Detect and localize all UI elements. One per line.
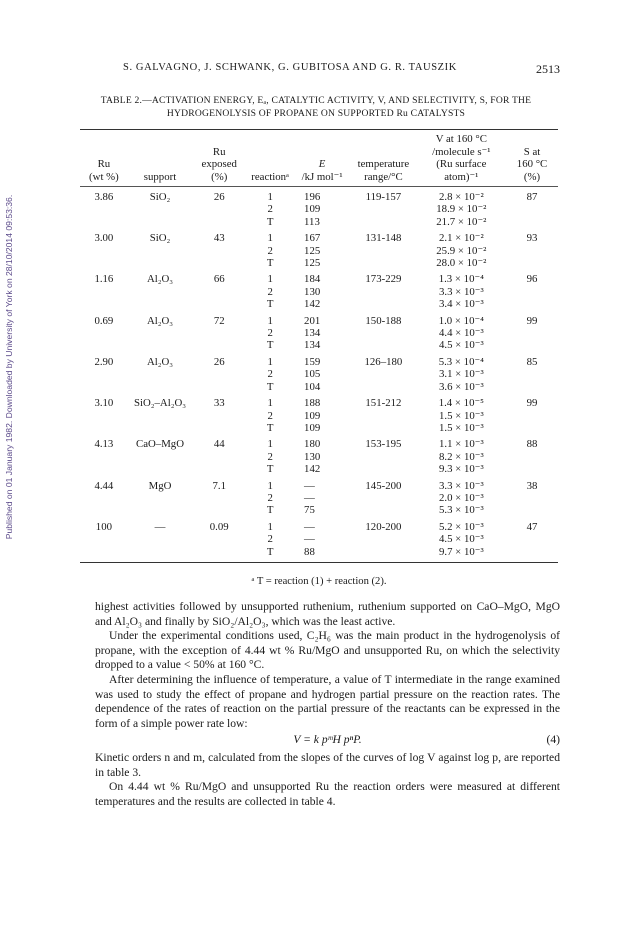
cell-ru bbox=[80, 422, 128, 434]
cell-ru bbox=[80, 286, 128, 298]
cell-activity: 18.9 × 10⁻² bbox=[436, 203, 487, 216]
cell-energy: 201 bbox=[304, 314, 321, 327]
cell-ru bbox=[80, 533, 128, 545]
cell-reaction: T bbox=[266, 339, 274, 352]
cell-reaction: T bbox=[266, 421, 274, 434]
download-watermark-text: Published on 01 January 1982. Downloaded by University of York on 28/10/2014 09:53:36. bbox=[4, 194, 14, 540]
cell-selectivity bbox=[506, 368, 558, 380]
cell-exposed: 7.1 bbox=[212, 479, 226, 492]
cell-energy: 134 bbox=[304, 327, 321, 340]
cell-temperature-range: 153-195 bbox=[365, 438, 402, 451]
cell-exposed bbox=[192, 368, 246, 380]
cell-activity: 3.3 × 10⁻³ bbox=[438, 479, 484, 492]
cell-temperature-range bbox=[350, 546, 417, 558]
cell-support bbox=[128, 298, 192, 310]
cell-energy: 167 bbox=[304, 232, 321, 245]
cell-reaction: 1 bbox=[267, 355, 273, 368]
body-text bbox=[95, 600, 560, 809]
cell-reaction: T bbox=[266, 504, 274, 517]
table-row bbox=[80, 368, 558, 380]
cell-support: MgO bbox=[148, 479, 172, 492]
cell-support: — bbox=[154, 520, 166, 533]
cell-reaction: 2 bbox=[267, 368, 273, 381]
cell-support bbox=[128, 533, 192, 545]
table-row bbox=[80, 339, 558, 351]
cell-reaction: T bbox=[266, 380, 274, 393]
table-row bbox=[80, 393, 558, 409]
cell-activity: 1.0 × 10⁻⁴ bbox=[438, 314, 484, 327]
cell-activity: 2.0 × 10⁻³ bbox=[438, 491, 484, 504]
cell-support bbox=[128, 463, 192, 475]
cell-exposed bbox=[192, 381, 246, 393]
cell-activity: 4.5 × 10⁻³ bbox=[438, 533, 484, 546]
cell-ru bbox=[80, 410, 128, 422]
cell-temperature-range: 131-148 bbox=[365, 232, 402, 245]
cell-ru bbox=[80, 203, 128, 215]
cell-reaction: T bbox=[266, 257, 274, 270]
cell-reaction: T bbox=[266, 545, 274, 558]
cell-reaction: 2 bbox=[267, 491, 273, 504]
table-caption-line-2: HYDROGENOLYSIS OF PROPANE ON SUPPORTED Ru CATALYSTS bbox=[166, 108, 466, 119]
cell-activity: 8.2 × 10⁻³ bbox=[438, 450, 484, 463]
cell-support: CaO–MgO bbox=[136, 438, 184, 451]
cell-energy: 109 bbox=[304, 421, 321, 434]
cell-temperature-range bbox=[350, 422, 417, 434]
table-row bbox=[80, 187, 558, 203]
table-row bbox=[80, 216, 558, 228]
cell-selectivity bbox=[506, 546, 558, 558]
cell-activity: 5.2 × 10⁻³ bbox=[438, 520, 484, 533]
cell-activity: 1.5 × 10⁻³ bbox=[438, 421, 484, 434]
cell-temperature-range: 120-200 bbox=[365, 520, 402, 533]
cell-energy: 109 bbox=[304, 203, 321, 216]
cell-support bbox=[128, 504, 192, 516]
paragraph-3: After determining the influence of temperature, a value of T intermediate in the range examined was used to study the effect of propane and hydrogen partial pressure on the reaction rates. The dependence of the rates of reaction on the partial pressure of the reactants can be expressed in the form of a simple power rate low: bbox=[95, 672, 560, 730]
table-bottom-rule bbox=[80, 562, 558, 563]
cell-energy: 125 bbox=[304, 244, 321, 257]
cell-ru: 100 bbox=[95, 520, 112, 533]
equation-number: (4) bbox=[546, 733, 560, 747]
table-header bbox=[80, 130, 558, 187]
table-row bbox=[80, 517, 558, 533]
cell-exposed: 43 bbox=[213, 232, 225, 245]
cell-reaction: 1 bbox=[267, 191, 273, 203]
table-row bbox=[80, 381, 558, 393]
col-header-energy: E /kJ mol⁻¹ bbox=[301, 158, 343, 183]
cell-selectivity bbox=[506, 504, 558, 516]
table-row bbox=[80, 476, 558, 492]
cell-ru bbox=[80, 298, 128, 310]
cell-reaction: 1 bbox=[267, 314, 273, 327]
cell-temperature-range bbox=[350, 451, 417, 463]
cell-exposed bbox=[192, 463, 246, 475]
table-row bbox=[80, 434, 558, 450]
cell-exposed bbox=[192, 422, 246, 434]
cell-activity: 5.3 × 10⁻⁴ bbox=[438, 355, 484, 368]
cell-exposed: 26 bbox=[213, 355, 225, 368]
table-row bbox=[80, 203, 558, 215]
cell-energy: 188 bbox=[304, 397, 321, 410]
cell-selectivity: 87 bbox=[526, 191, 538, 203]
cell-reaction: T bbox=[266, 215, 274, 228]
table-row bbox=[80, 327, 558, 339]
cell-exposed: 66 bbox=[213, 273, 225, 286]
cell-support bbox=[128, 451, 192, 463]
cell-exposed bbox=[192, 298, 246, 310]
cell-support bbox=[128, 203, 192, 215]
cell-ru bbox=[80, 245, 128, 257]
cell-energy: 134 bbox=[304, 339, 321, 352]
cell-temperature-range: 119-157 bbox=[365, 191, 402, 203]
cell-activity: 5.3 × 10⁻³ bbox=[438, 504, 484, 517]
cell-temperature-range bbox=[350, 298, 417, 310]
cell-activity: 1.5 × 10⁻³ bbox=[438, 409, 484, 422]
table-row bbox=[80, 352, 558, 368]
cell-energy: — bbox=[304, 520, 315, 533]
cell-temperature-range bbox=[350, 368, 417, 380]
cell-reaction: 1 bbox=[267, 273, 273, 286]
cell-selectivity bbox=[506, 339, 558, 351]
cell-ru: 2.90 bbox=[94, 355, 114, 368]
cell-ru: 0.69 bbox=[94, 314, 114, 327]
cell-reaction: 2 bbox=[267, 450, 273, 463]
cell-exposed bbox=[192, 245, 246, 257]
cell-selectivity bbox=[506, 216, 558, 228]
page-number: 2513 bbox=[536, 62, 560, 76]
cell-temperature-range bbox=[350, 327, 417, 339]
equation-body: V = k pᵐH pⁿP. bbox=[293, 733, 362, 747]
cell-reaction: 2 bbox=[267, 327, 273, 340]
cell-support bbox=[128, 327, 192, 339]
cell-support bbox=[128, 257, 192, 269]
cell-activity: 2.8 × 10⁻² bbox=[438, 191, 484, 203]
paragraph-5: On 4.44 wt % Ru/MgO and unsupported Ru the reaction orders were measured at different temperatures and the results are collected in table 4. bbox=[95, 780, 560, 808]
cell-activity: 4.5 × 10⁻³ bbox=[438, 339, 484, 352]
cell-temperature-range bbox=[350, 286, 417, 298]
table-caption bbox=[72, 94, 560, 120]
cell-activity: 25.9 × 10⁻² bbox=[436, 244, 487, 257]
cell-reaction: 1 bbox=[267, 438, 273, 451]
running-head-authors: S. GALVAGNO, J. SCHWANK, G. GUBITOSA AND G. R. TAUSZIK bbox=[123, 62, 457, 73]
paragraph-1: highest activities followed by unsupported ruthenium, ruthenium supported on CaO–MgO, MgO and Al₂O₃ and finally by SiO₂/Al₂O₃, which was the least active. bbox=[95, 600, 560, 628]
cell-support bbox=[128, 286, 192, 298]
cell-ru: 3.00 bbox=[94, 232, 114, 245]
cell-exposed bbox=[192, 546, 246, 558]
cell-exposed bbox=[192, 492, 246, 504]
cell-activity: 9.7 × 10⁻³ bbox=[438, 545, 484, 558]
cell-temperature-range bbox=[350, 463, 417, 475]
cell-support: Al₂O₃ bbox=[146, 355, 174, 368]
cell-energy: 125 bbox=[304, 257, 321, 270]
cell-reaction: 2 bbox=[267, 244, 273, 257]
cell-exposed bbox=[192, 203, 246, 215]
cell-ru bbox=[80, 216, 128, 228]
cell-selectivity bbox=[506, 533, 558, 545]
cell-exposed bbox=[192, 339, 246, 351]
table-caption-line-1: TABLE 2.—ACTIVATION ENERGY, Eₐ, CATALYTIC ACTIVITY, V, AND SELECTIVITY, S, FOR THE bbox=[100, 95, 532, 106]
cell-energy: 142 bbox=[304, 463, 321, 476]
cell-selectivity bbox=[506, 286, 558, 298]
cell-support bbox=[128, 381, 192, 393]
cell-energy: 75 bbox=[304, 504, 315, 517]
table-row bbox=[80, 286, 558, 298]
cell-exposed: 72 bbox=[213, 314, 225, 327]
cell-selectivity: 47 bbox=[526, 520, 538, 533]
cell-support bbox=[128, 422, 192, 434]
cell-activity: 21.7 × 10⁻² bbox=[436, 215, 487, 228]
cell-support bbox=[128, 245, 192, 257]
col-header-activity: V at 160 °C /molecule s⁻¹ (Ru surface atom)⁻¹ bbox=[432, 133, 491, 183]
cell-reaction: 2 bbox=[267, 533, 273, 546]
cell-temperature-range: 173-229 bbox=[365, 273, 402, 286]
cell-energy: 196 bbox=[304, 191, 321, 203]
cell-activity: 4.4 × 10⁻³ bbox=[438, 327, 484, 340]
cell-selectivity bbox=[506, 257, 558, 269]
cell-selectivity bbox=[506, 492, 558, 504]
cell-selectivity: 93 bbox=[526, 232, 538, 245]
table-row bbox=[80, 533, 558, 545]
cell-activity: 2.1 × 10⁻² bbox=[438, 232, 484, 245]
cell-selectivity bbox=[506, 422, 558, 434]
cell-reaction: 1 bbox=[267, 397, 273, 410]
cell-support bbox=[128, 546, 192, 558]
cell-activity: 9.3 × 10⁻³ bbox=[438, 463, 484, 476]
cell-selectivity: 99 bbox=[526, 397, 538, 410]
cell-ru: 4.13 bbox=[94, 438, 114, 451]
table-row bbox=[80, 463, 558, 475]
cell-selectivity: 38 bbox=[526, 479, 538, 492]
cell-energy: 159 bbox=[304, 355, 321, 368]
cell-ru: 3.10 bbox=[94, 397, 114, 410]
cell-energy: — bbox=[304, 533, 315, 546]
cell-reaction: 2 bbox=[267, 285, 273, 298]
cell-ru: 3.86 bbox=[94, 191, 114, 203]
col-header-reaction: reactionᵃ bbox=[251, 170, 290, 183]
cell-reaction: 1 bbox=[267, 232, 273, 245]
cell-exposed bbox=[192, 410, 246, 422]
cell-energy: — bbox=[304, 479, 315, 492]
cell-activity: 3.4 × 10⁻³ bbox=[438, 298, 484, 311]
cell-temperature-range bbox=[350, 216, 417, 228]
table-row bbox=[80, 228, 558, 244]
table-row bbox=[80, 257, 558, 269]
cell-temperature-range bbox=[350, 339, 417, 351]
table-row bbox=[80, 451, 558, 463]
cell-temperature-range: 145-200 bbox=[365, 479, 402, 492]
cell-activity: 3.3 × 10⁻³ bbox=[438, 285, 484, 298]
table-row bbox=[80, 269, 558, 285]
cell-temperature-range bbox=[350, 492, 417, 504]
cell-energy: 109 bbox=[304, 409, 321, 422]
paragraph-4: Kinetic orders n and m, calculated from the slopes of the curves of log V against log p, are reported in table 3. bbox=[95, 750, 560, 779]
cell-reaction: T bbox=[266, 298, 274, 311]
cell-reaction: 2 bbox=[267, 409, 273, 422]
cell-energy: 105 bbox=[304, 368, 321, 381]
cell-support: SiO₂–Al₂O₃ bbox=[133, 397, 187, 410]
cell-exposed bbox=[192, 257, 246, 269]
cell-reaction: T bbox=[266, 463, 274, 476]
col-header-selectivity: S at 160 °C (%) bbox=[516, 145, 548, 183]
cell-energy: 104 bbox=[304, 380, 321, 393]
cell-temperature-range: 150-188 bbox=[365, 314, 402, 327]
cell-selectivity: 88 bbox=[526, 438, 538, 451]
cell-ru bbox=[80, 463, 128, 475]
cell-temperature-range bbox=[350, 381, 417, 393]
col-header-temperature: temperature range/°C bbox=[357, 158, 410, 183]
cell-selectivity bbox=[506, 245, 558, 257]
cell-support: SiO₂ bbox=[149, 191, 171, 203]
cell-exposed: 44 bbox=[213, 438, 225, 451]
table-row bbox=[80, 311, 558, 327]
cell-support: Al₂O₃ bbox=[146, 273, 174, 286]
cell-exposed bbox=[192, 451, 246, 463]
cell-ru bbox=[80, 546, 128, 558]
cell-selectivity bbox=[506, 203, 558, 215]
table-row bbox=[80, 546, 558, 558]
table-row bbox=[80, 422, 558, 434]
cell-support bbox=[128, 492, 192, 504]
cell-ru bbox=[80, 504, 128, 516]
cell-activity: 1.1 × 10⁻³ bbox=[438, 438, 484, 451]
cell-selectivity: 96 bbox=[526, 273, 538, 286]
cell-exposed: 33 bbox=[213, 397, 225, 410]
cell-activity: 28.0 × 10⁻² bbox=[436, 257, 487, 270]
cell-selectivity bbox=[506, 381, 558, 393]
cell-activity: 3.1 × 10⁻³ bbox=[438, 368, 484, 381]
cell-energy: 180 bbox=[304, 438, 321, 451]
cell-energy: 88 bbox=[304, 545, 315, 558]
cell-temperature-range bbox=[350, 504, 417, 516]
col-header-support: support bbox=[143, 170, 177, 183]
cell-support: Al₂O₃ bbox=[146, 314, 174, 327]
cell-exposed: 26 bbox=[213, 191, 225, 203]
cell-energy: — bbox=[304, 491, 315, 504]
cell-exposed: 0.09 bbox=[209, 520, 229, 533]
cell-energy: 184 bbox=[304, 273, 321, 286]
cell-temperature-range bbox=[350, 533, 417, 545]
cell-ru bbox=[80, 339, 128, 351]
cell-reaction: 2 bbox=[267, 203, 273, 216]
table-row bbox=[80, 245, 558, 257]
cell-temperature-range: 126–180 bbox=[364, 355, 403, 368]
cell-support bbox=[128, 410, 192, 422]
cell-selectivity bbox=[506, 410, 558, 422]
cell-selectivity bbox=[506, 298, 558, 310]
cell-temperature-range bbox=[350, 203, 417, 215]
cell-activity: 3.6 × 10⁻³ bbox=[438, 380, 484, 393]
cell-selectivity bbox=[506, 451, 558, 463]
cell-exposed bbox=[192, 533, 246, 545]
cell-ru bbox=[80, 451, 128, 463]
data-table bbox=[80, 129, 558, 563]
cell-energy: 130 bbox=[304, 450, 321, 463]
cell-reaction: 1 bbox=[267, 479, 273, 492]
cell-ru: 4.44 bbox=[94, 479, 114, 492]
cell-exposed bbox=[192, 286, 246, 298]
cell-support: SiO₂ bbox=[149, 232, 171, 245]
cell-support bbox=[128, 216, 192, 228]
table-row bbox=[80, 504, 558, 516]
cell-temperature-range bbox=[350, 257, 417, 269]
cell-support bbox=[128, 368, 192, 380]
table-footnote: ᵃ T = reaction (1) + reaction (2). bbox=[251, 576, 387, 587]
cell-energy: 130 bbox=[304, 285, 321, 298]
cell-exposed bbox=[192, 216, 246, 228]
cell-activity: 1.4 × 10⁻⁵ bbox=[438, 397, 484, 410]
cell-temperature-range bbox=[350, 245, 417, 257]
cell-ru bbox=[80, 327, 128, 339]
cell-support bbox=[128, 339, 192, 351]
cell-reaction: 1 bbox=[267, 520, 273, 533]
download-watermark bbox=[1, 150, 15, 590]
equation-4 bbox=[95, 733, 560, 748]
cell-ru: 1.16 bbox=[94, 273, 114, 286]
table-row bbox=[80, 492, 558, 504]
cell-energy: 113 bbox=[304, 215, 320, 228]
cell-ru bbox=[80, 381, 128, 393]
cell-exposed bbox=[192, 327, 246, 339]
table-row bbox=[80, 410, 558, 422]
cell-ru bbox=[80, 492, 128, 504]
col-header-ru: Ru (wt %) bbox=[89, 158, 119, 183]
cell-selectivity: 99 bbox=[526, 314, 538, 327]
table-body bbox=[80, 187, 558, 558]
cell-selectivity bbox=[506, 463, 558, 475]
cell-energy: 142 bbox=[304, 298, 321, 311]
cell-selectivity bbox=[506, 327, 558, 339]
cell-temperature-range bbox=[350, 410, 417, 422]
cell-temperature-range: 151-212 bbox=[365, 397, 402, 410]
cell-selectivity: 85 bbox=[526, 355, 538, 368]
cell-activity: 1.3 × 10⁻⁴ bbox=[438, 273, 484, 286]
col-header-exposed: Ru exposed (%) bbox=[201, 145, 237, 183]
table-row bbox=[80, 298, 558, 310]
cell-exposed bbox=[192, 504, 246, 516]
cell-ru bbox=[80, 368, 128, 380]
cell-ru bbox=[80, 257, 128, 269]
paragraph-2: Under the experimental conditions used, C₂H₆ was the main product in the hydrogenolysis of propane, with the exception of 4.44 wt % Ru/MgO and unsupported Ru, on which the selectivity dropped to a value < 50% at 160 °C. bbox=[95, 629, 560, 672]
